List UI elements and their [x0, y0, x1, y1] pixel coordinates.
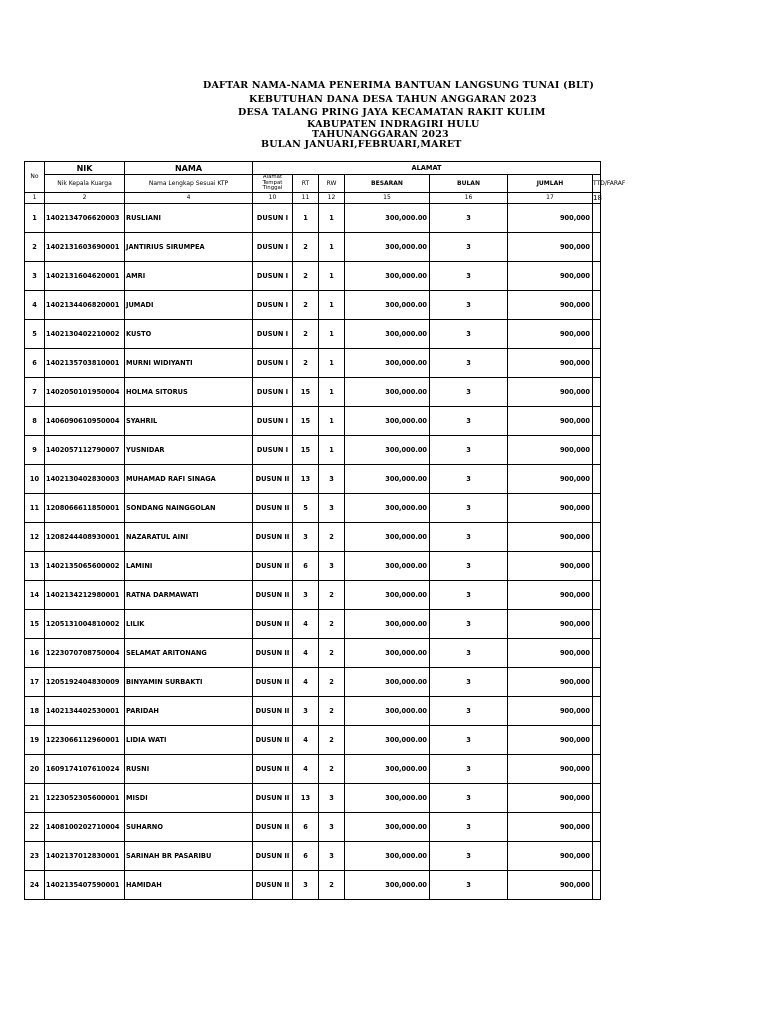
row-rt: 13: [293, 783, 319, 812]
row-besaran: 300,000.00: [345, 580, 430, 609]
row-jumlah: 900,000: [508, 406, 593, 435]
row-rt: 6: [293, 551, 319, 580]
row-no: 12: [25, 522, 45, 551]
header-jumlah: JUMLAH: [508, 175, 593, 193]
row-jumlah: 900,000: [508, 696, 593, 725]
table-row: [25, 377, 601, 406]
table-row: [25, 232, 601, 261]
row-nama: SYAHRIL: [125, 406, 253, 435]
row-rt: 15: [293, 377, 319, 406]
row-jumlah: 900,000: [508, 348, 593, 377]
row-nama: PARIDAH: [125, 696, 253, 725]
row-dusun: DUSUN II: [253, 754, 293, 783]
header-bulan: BULAN: [430, 175, 508, 193]
table-row: [25, 638, 601, 667]
row-dusun: DUSUN II: [253, 609, 293, 638]
row-rw: 1: [319, 319, 345, 348]
row-besaran: 300,000.00: [345, 870, 430, 899]
table-row: [25, 551, 601, 580]
row-nik: 1223070708750004: [45, 638, 125, 667]
row-ttd-cell: [593, 725, 601, 754]
row-dusun: DUSUN I: [253, 203, 293, 232]
row-no: 13: [25, 551, 45, 580]
row-ttd-cell: [593, 232, 601, 261]
row-rt: 1: [293, 203, 319, 232]
row-rt: 2: [293, 232, 319, 261]
row-ttd-cell: [593, 696, 601, 725]
row-nik: 1406090610950004: [45, 406, 125, 435]
row-no: 22: [25, 812, 45, 841]
row-bulan: 3: [430, 522, 508, 551]
row-jumlah: 900,000: [508, 725, 593, 754]
row-nama: BINYAMIN SURBAKTI: [125, 667, 253, 696]
row-dusun: DUSUN I: [253, 435, 293, 464]
row-no: 4: [25, 290, 45, 319]
row-nik: 1402135065600002: [45, 551, 125, 580]
row-nik: 1402130402210002: [45, 319, 125, 348]
row-nik: 1402134402530001: [45, 696, 125, 725]
header-alamat: ALAMAT: [253, 162, 601, 175]
row-nama: RUSNI: [125, 754, 253, 783]
row-jumlah: 900,000: [508, 232, 593, 261]
row-dusun: DUSUN II: [253, 841, 293, 870]
row-nik: 1402057112790007: [45, 435, 125, 464]
row-nama: SELAMAT ARITONANG: [125, 638, 253, 667]
row-no: 8: [25, 406, 45, 435]
row-besaran: 300,000.00: [345, 638, 430, 667]
colnum-10: 10: [253, 192, 293, 203]
row-nik: 1208244408930001: [45, 522, 125, 551]
row-besaran: 300,000.00: [345, 464, 430, 493]
table-row: [25, 667, 601, 696]
row-rw: 2: [319, 580, 345, 609]
row-dusun: DUSUN I: [253, 377, 293, 406]
table-row: [25, 725, 601, 754]
row-ttd-cell: [593, 609, 601, 638]
row-jumlah: 900,000: [508, 812, 593, 841]
row-nik: 1402135407590001: [45, 870, 125, 899]
row-bulan: 3: [430, 493, 508, 522]
row-ttd-cell: [593, 261, 601, 290]
row-jumlah: 900,000: [508, 319, 593, 348]
header-alamat-tempat: [253, 175, 293, 193]
row-nama: SUHARNO: [125, 812, 253, 841]
row-dusun: DUSUN II: [253, 551, 293, 580]
row-rw: 3: [319, 551, 345, 580]
row-bulan: 3: [430, 841, 508, 870]
row-dusun: DUSUN II: [253, 667, 293, 696]
row-jumlah: 900,000: [508, 522, 593, 551]
row-besaran: 300,000.00: [345, 377, 430, 406]
row-rt: 3: [293, 522, 319, 551]
row-nik: 1402130402830003: [45, 464, 125, 493]
colnum-17: 17: [508, 192, 593, 203]
row-rw: 1: [319, 377, 345, 406]
row-ttd-cell: [593, 435, 601, 464]
colnum-2: 2: [45, 192, 125, 203]
row-ttd-cell: [593, 870, 601, 899]
row-rw: 2: [319, 754, 345, 783]
table-row: [25, 493, 601, 522]
row-bulan: 3: [430, 377, 508, 406]
row-bulan: 3: [430, 464, 508, 493]
row-rt: 4: [293, 638, 319, 667]
row-bulan: 3: [430, 232, 508, 261]
row-jumlah: 900,000: [508, 870, 593, 899]
row-no: 2: [25, 232, 45, 261]
row-rt: 3: [293, 696, 319, 725]
row-nama: NAZARATUL AINI: [125, 522, 253, 551]
row-nama: LILIK: [125, 609, 253, 638]
row-no: 11: [25, 493, 45, 522]
row-jumlah: 900,000: [508, 754, 593, 783]
row-besaran: 300,000.00: [345, 261, 430, 290]
row-bulan: 3: [430, 696, 508, 725]
row-besaran: 300,000.00: [345, 696, 430, 725]
row-besaran: 300,000.00: [345, 406, 430, 435]
table-row: [25, 348, 601, 377]
row-jumlah: 900,000: [508, 493, 593, 522]
row-rw: 1: [319, 261, 345, 290]
row-rt: 4: [293, 667, 319, 696]
row-no: 5: [25, 319, 45, 348]
row-nik: 1402050101950004: [45, 377, 125, 406]
row-dusun: DUSUN II: [253, 638, 293, 667]
row-rt: 13: [293, 464, 319, 493]
row-ttd-cell: [593, 348, 601, 377]
row-no: 18: [25, 696, 45, 725]
row-bulan: 3: [430, 203, 508, 232]
row-rt: 3: [293, 870, 319, 899]
alamat-tempat-line-3: Tinggal: [262, 185, 283, 191]
row-nama: SONDANG NAINGGOLAN: [125, 493, 253, 522]
table-row: [25, 522, 601, 551]
row-nik: 1402135703810001: [45, 348, 125, 377]
row-no: 16: [25, 638, 45, 667]
row-nik: 1402131603690001: [45, 232, 125, 261]
row-besaran: 300,000.00: [345, 725, 430, 754]
row-besaran: 300,000.00: [345, 319, 430, 348]
title-line-6: BULAN JANUARI,FEBRUARI,MARET: [261, 139, 462, 150]
row-ttd-cell: [593, 754, 601, 783]
row-ttd-cell: [593, 580, 601, 609]
row-dusun: DUSUN II: [253, 870, 293, 899]
table-row: [25, 290, 601, 319]
row-nama: YUSNIDAR: [125, 435, 253, 464]
row-rw: 2: [319, 638, 345, 667]
row-rt: 15: [293, 406, 319, 435]
row-dusun: DUSUN I: [253, 406, 293, 435]
row-ttd-cell: [593, 638, 601, 667]
row-nik: 1205131004810002: [45, 609, 125, 638]
table-row: [25, 261, 601, 290]
row-dusun: DUSUN I: [253, 290, 293, 319]
row-besaran: 300,000.00: [345, 667, 430, 696]
table-row: [25, 580, 601, 609]
row-dusun: DUSUN I: [253, 348, 293, 377]
row-ttd-cell: [593, 551, 601, 580]
row-besaran: 300,000.00: [345, 348, 430, 377]
row-bulan: 3: [430, 783, 508, 812]
header-besaran: BESARAN: [345, 175, 430, 193]
row-besaran: 300,000.00: [345, 812, 430, 841]
title-line-2: KEBUTUHAN DANA DESA TAHUN ANGGARAN 2023: [249, 94, 537, 105]
row-rt: 6: [293, 841, 319, 870]
row-nama: KUSTO: [125, 319, 253, 348]
title-line-4: KABUPATEN INDRAGIRI HULU: [307, 119, 480, 130]
row-no: 17: [25, 667, 45, 696]
row-jumlah: 900,000: [508, 667, 593, 696]
row-dusun: DUSUN II: [253, 696, 293, 725]
row-besaran: 300,000.00: [345, 493, 430, 522]
row-bulan: 3: [430, 609, 508, 638]
row-nama: HOLMA SITORUS: [125, 377, 253, 406]
row-no: 6: [25, 348, 45, 377]
row-no: 1: [25, 203, 45, 232]
title-line-1: DAFTAR NAMA-NAMA PENERIMA BANTUAN LANGSUNG TUNAI (BLT): [203, 80, 595, 91]
row-no: 21: [25, 783, 45, 812]
row-rw: 2: [319, 725, 345, 754]
title-line-3: DESA TALANG PRING JAYA KECAMATAN RAKIT KULIM: [238, 107, 546, 118]
row-ttd-cell: [593, 522, 601, 551]
row-nik: 1223052305600001: [45, 783, 125, 812]
row-nik: 1208066611850001: [45, 493, 125, 522]
row-bulan: 3: [430, 667, 508, 696]
row-jumlah: 900,000: [508, 580, 593, 609]
row-nama: MURNI WIDIYANTI: [125, 348, 253, 377]
row-besaran: 300,000.00: [345, 754, 430, 783]
row-rt: 6: [293, 812, 319, 841]
row-rw: 2: [319, 870, 345, 899]
row-bulan: 3: [430, 406, 508, 435]
row-bulan: 3: [430, 580, 508, 609]
row-bulan: 3: [430, 754, 508, 783]
row-no: 7: [25, 377, 45, 406]
row-dusun: DUSUN I: [253, 319, 293, 348]
row-ttd-cell: [593, 667, 601, 696]
row-no: 20: [25, 754, 45, 783]
row-rt: 2: [293, 319, 319, 348]
row-nama: RATNA DARMAWATI: [125, 580, 253, 609]
row-dusun: DUSUN II: [253, 725, 293, 754]
row-ttd-cell: [593, 406, 601, 435]
row-nik: 1402134212980001: [45, 580, 125, 609]
row-ttd-cell: [593, 377, 601, 406]
row-nama: RUSLIANI: [125, 203, 253, 232]
row-dusun: DUSUN I: [253, 232, 293, 261]
row-rt: 2: [293, 348, 319, 377]
table-row: [25, 319, 601, 348]
table-row: [25, 696, 601, 725]
row-ttd-cell: [593, 464, 601, 493]
row-rw: 2: [319, 667, 345, 696]
row-rw: 1: [319, 203, 345, 232]
row-ttd-cell: [593, 493, 601, 522]
table-row: [25, 870, 601, 899]
header-rw: RW: [319, 175, 345, 193]
row-nama: AMRI: [125, 261, 253, 290]
row-rw: 3: [319, 783, 345, 812]
row-bulan: 3: [430, 435, 508, 464]
row-nama: MISDI: [125, 783, 253, 812]
colnum-16: 16: [430, 192, 508, 203]
table-row: [25, 783, 601, 812]
row-bulan: 3: [430, 638, 508, 667]
row-dusun: DUSUN I: [253, 261, 293, 290]
row-bulan: 3: [430, 319, 508, 348]
row-rw: 1: [319, 290, 345, 319]
row-jumlah: 900,000: [508, 464, 593, 493]
row-rw: 1: [319, 348, 345, 377]
header-nik: NIK: [45, 162, 125, 175]
row-nik: 1402134406820001: [45, 290, 125, 319]
row-rw: 2: [319, 696, 345, 725]
row-bulan: 3: [430, 725, 508, 754]
row-bulan: 3: [430, 870, 508, 899]
row-nik: 1609174107610024: [45, 754, 125, 783]
row-dusun: DUSUN II: [253, 464, 293, 493]
header-no: No: [25, 162, 45, 193]
row-no: 14: [25, 580, 45, 609]
row-besaran: 300,000.00: [345, 522, 430, 551]
row-bulan: 3: [430, 348, 508, 377]
row-jumlah: 900,000: [508, 203, 593, 232]
row-nik: 1205192404830009: [45, 667, 125, 696]
row-rt: 4: [293, 725, 319, 754]
row-nama: SARINAH BR PASARIBU: [125, 841, 253, 870]
row-jumlah: 900,000: [508, 609, 593, 638]
table-row: [25, 406, 601, 435]
row-rt: 5: [293, 493, 319, 522]
row-jumlah: 900,000: [508, 377, 593, 406]
row-no: 24: [25, 870, 45, 899]
row-bulan: 3: [430, 551, 508, 580]
table-row: [25, 812, 601, 841]
table-row: [25, 609, 601, 638]
table-row: [25, 435, 601, 464]
row-nama: LAMINI: [125, 551, 253, 580]
row-ttd-cell: [593, 841, 601, 870]
header-ttd: TTD/FARAF: [593, 175, 601, 193]
row-besaran: 300,000.00: [345, 551, 430, 580]
row-dusun: DUSUN II: [253, 783, 293, 812]
header-nik-sub: Nik Kepala Kuarga: [45, 175, 125, 193]
row-besaran: 300,000.00: [345, 203, 430, 232]
row-rt: 2: [293, 290, 319, 319]
row-jumlah: 900,000: [508, 435, 593, 464]
row-rw: 3: [319, 812, 345, 841]
colnum-18: 18: [593, 193, 602, 202]
table-row: [25, 203, 601, 232]
alamat-tempat-line-1: Alamat: [262, 174, 283, 180]
row-ttd-cell: [593, 203, 601, 232]
row-bulan: 3: [430, 261, 508, 290]
header-rt: RT: [293, 175, 319, 193]
row-nik: 1408100202710004: [45, 812, 125, 841]
row-nik: 1223066112960001: [45, 725, 125, 754]
row-nik: 1402131604620001: [45, 261, 125, 290]
row-ttd-cell: [593, 783, 601, 812]
table-row: [25, 754, 601, 783]
row-rw: 3: [319, 493, 345, 522]
row-ttd-cell: [593, 812, 601, 841]
row-nama: JANTIRIUS SIRUMPEA: [125, 232, 253, 261]
row-rt: 15: [293, 435, 319, 464]
row-besaran: 300,000.00: [345, 290, 430, 319]
colnum-1: 1: [25, 192, 45, 203]
row-jumlah: 900,000: [508, 638, 593, 667]
colnum-12: 12: [319, 192, 345, 203]
row-rt: 4: [293, 609, 319, 638]
row-rw: 1: [319, 435, 345, 464]
row-rw: 1: [319, 232, 345, 261]
row-no: 10: [25, 464, 45, 493]
table-row: [25, 464, 601, 493]
row-rw: 3: [319, 464, 345, 493]
row-no: 19: [25, 725, 45, 754]
row-jumlah: 900,000: [508, 290, 593, 319]
row-jumlah: 900,000: [508, 783, 593, 812]
colnum-11: 11: [293, 192, 319, 203]
title-line-5: TAHUNANGGARAN 2023: [312, 129, 449, 140]
header-nama: NAMA: [125, 162, 253, 175]
row-nama: HAMIDAH: [125, 870, 253, 899]
row-nama: MUHAMAD RAFI SINAGA: [125, 464, 253, 493]
row-jumlah: 900,000: [508, 261, 593, 290]
row-rw: 1: [319, 406, 345, 435]
row-besaran: 300,000.00: [345, 435, 430, 464]
row-rw: 2: [319, 609, 345, 638]
row-rw: 3: [319, 841, 345, 870]
header-nama-sub: Nama Lengkap Sesuai KTP: [125, 175, 253, 193]
row-nik: 1402134706620003: [45, 203, 125, 232]
row-jumlah: 900,000: [508, 841, 593, 870]
row-besaran: 300,000.00: [345, 609, 430, 638]
row-besaran: 300,000.00: [345, 783, 430, 812]
row-rt: 4: [293, 754, 319, 783]
alamat-tempat-line-2: Tempat: [262, 179, 283, 186]
row-ttd-cell: [593, 290, 601, 319]
row-no: 9: [25, 435, 45, 464]
column-number-row: [25, 192, 601, 203]
row-bulan: 3: [430, 812, 508, 841]
row-dusun: DUSUN II: [253, 580, 293, 609]
beneficiary-table: [24, 161, 626, 900]
table-row: [25, 841, 601, 870]
colnum-15: 15: [345, 192, 430, 203]
row-bulan: 3: [430, 290, 508, 319]
row-jumlah: 900,000: [508, 551, 593, 580]
row-besaran: 300,000.00: [345, 232, 430, 261]
row-no: 15: [25, 609, 45, 638]
row-dusun: DUSUN II: [253, 493, 293, 522]
row-nik: 1402137012830001: [45, 841, 125, 870]
row-rt: 2: [293, 261, 319, 290]
colnum-4: 4: [125, 192, 253, 203]
row-nama: LIDIA WATI: [125, 725, 253, 754]
row-ttd-cell: [593, 319, 601, 348]
row-besaran: 300,000.00: [345, 841, 430, 870]
row-nama: JUMADI: [125, 290, 253, 319]
row-dusun: DUSUN II: [253, 812, 293, 841]
row-rw: 2: [319, 522, 345, 551]
row-rt: 3: [293, 580, 319, 609]
row-no: 23: [25, 841, 45, 870]
row-no: 3: [25, 261, 45, 290]
row-dusun: DUSUN II: [253, 522, 293, 551]
